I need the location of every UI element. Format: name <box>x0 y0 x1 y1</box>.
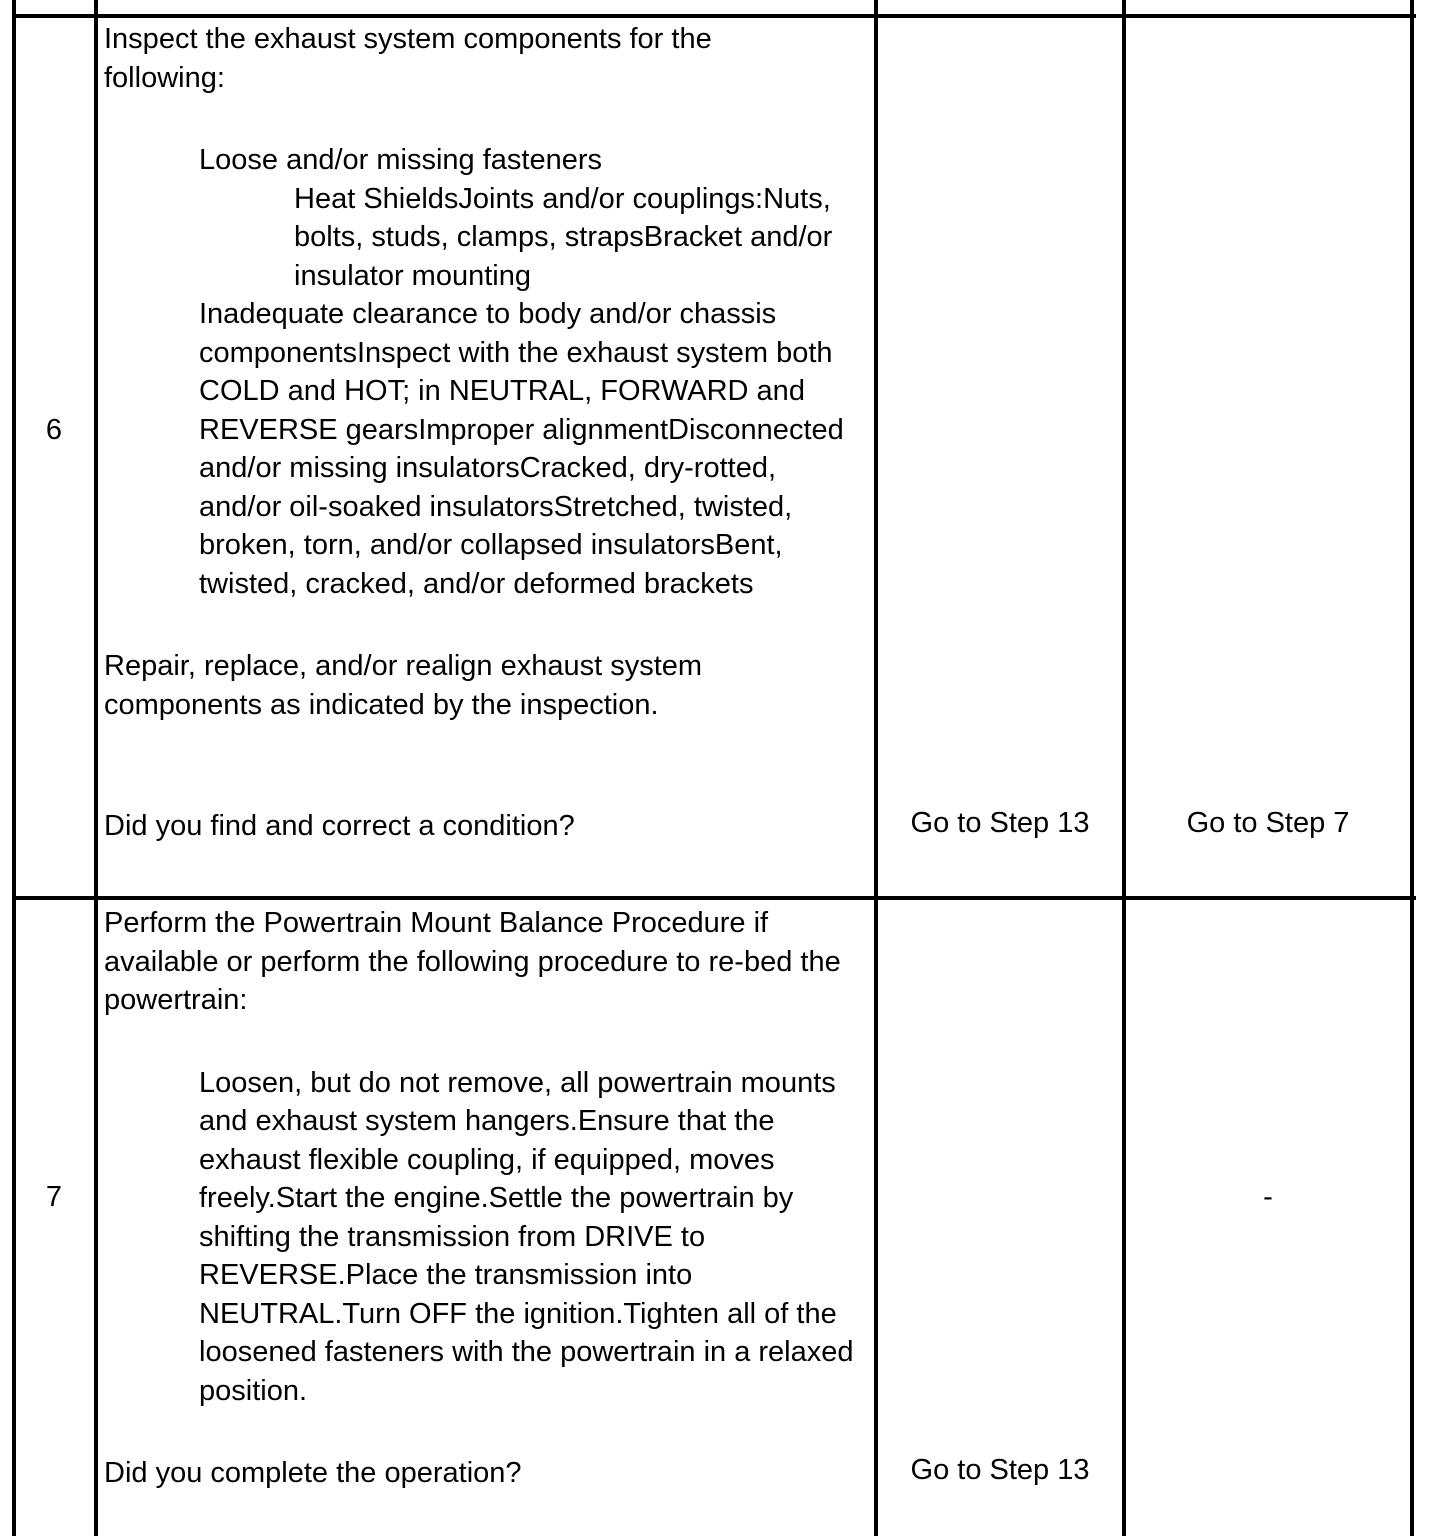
yes-result: Go to Step 13 <box>910 1454 1090 1486</box>
table-row-divider-top <box>12 14 1416 18</box>
table-border-left <box>12 0 16 1536</box>
table-border-action-col <box>874 0 878 1536</box>
step-number: 7 <box>45 1181 63 1213</box>
table-border-yes-col <box>1122 0 1126 1536</box>
list-items: Loosen, but do not remove, all powertrain mounts and exhaust system hangers.Ensure that the exhaust flexible coupling, if equipped, moves freely.Start the engine.Settle the powertrain by shifting the transmission from DRIVE to REVERSE.Place the transmission into NEUTRAL.Turn OFF the ignition.Tighten all of the loosened fasteners with the powertrain in a relaxed position. <box>199 1066 854 1407</box>
step-question: Did you find and correct a condition? <box>104 810 575 842</box>
no-result: Go to Step 7 <box>1186 807 1350 839</box>
table-border-step-col <box>94 0 98 1536</box>
action-cell <box>104 904 874 1410</box>
table-row-divider <box>12 896 1416 900</box>
sub-list: Heat ShieldsJoints and/or couplings:Nuts, bolts, studs, clamps, strapsBracket and/or insulator mounting <box>294 182 833 292</box>
step-intro: Inspect the exhaust system components for the following: <box>104 23 712 94</box>
no-result: - <box>1263 1181 1273 1213</box>
yes-result: Go to Step 13 <box>910 807 1090 839</box>
step-question: Did you complete the operation? <box>104 1457 522 1489</box>
step-intro: Perform the Powertrain Mount Balance Procedure if available or perform the following procedure to re-bed the powertrain: <box>104 907 841 1016</box>
list-items: Inadequate clearance to body and/or chassis componentsInspect with the exhaust system both COLD and HOT; in NEUTRAL, FORWARD and REVERSE gearsImproper alignmentDisconnected and/or missing insulatorsCracked, dry-rotted, and/or oil-soaked insulatorsStretched, twisted, broken, torn, and/or collapsed insulatorsBent, twisted, cracked, and/or deformed brackets <box>199 298 844 600</box>
list-item: Loose and/or missing fasteners <box>199 144 602 176</box>
table-border-right <box>1410 0 1414 1536</box>
step-number: 6 <box>45 414 63 446</box>
step-action: Repair, replace, and/or realign exhaust system components as indicated by the inspection. <box>104 650 703 721</box>
action-cell <box>104 20 874 724</box>
